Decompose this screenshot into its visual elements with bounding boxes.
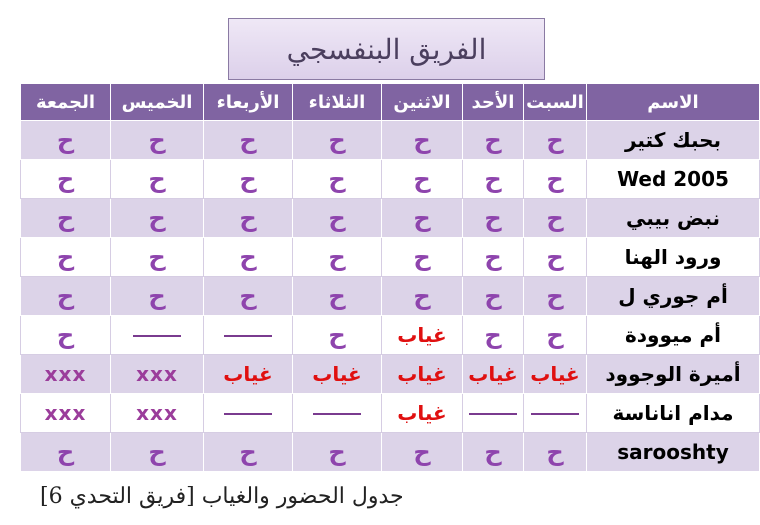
- present-mark: ح: [148, 126, 166, 154]
- present-mark: ح: [328, 282, 346, 310]
- attendance-cell-friday: [21, 160, 111, 199]
- table-row: [21, 199, 760, 238]
- present-mark: ح: [56, 321, 75, 349]
- attendance-cell-monday: [382, 316, 463, 355]
- present-mark: ح: [484, 321, 502, 349]
- attendance-cell-wednesday: [204, 355, 293, 394]
- attendance-cell-thursday: [111, 433, 204, 472]
- attendance-cell-saturday: [524, 355, 587, 394]
- present-mark: ح: [413, 438, 431, 466]
- attendance-cell-wednesday: [204, 394, 293, 433]
- attendance-cell-tuesday: [293, 394, 382, 433]
- attendance-cell-friday: [21, 433, 111, 472]
- present-mark: ح: [546, 282, 564, 310]
- present-mark: ح: [413, 282, 431, 310]
- attendance-cell-friday: [21, 394, 111, 433]
- present-mark: ح: [484, 282, 502, 310]
- present-mark: ح: [239, 438, 257, 466]
- attendance-cell-friday: [21, 316, 111, 355]
- cross-mark: xxx: [136, 362, 178, 386]
- attendance-cell-friday: [21, 238, 111, 277]
- attendance-cell-tuesday: [293, 199, 382, 238]
- present-mark: ح: [56, 126, 75, 154]
- header-wednesday: الأربعاء: [204, 84, 293, 121]
- dash-mark: [531, 413, 579, 415]
- present-mark: ح: [56, 165, 75, 193]
- present-mark: ح: [56, 282, 75, 310]
- attendance-cell-sunday: [463, 316, 524, 355]
- present-mark: ح: [239, 243, 257, 271]
- present-mark: ح: [239, 282, 257, 310]
- attendance-cell-thursday: [111, 355, 204, 394]
- present-mark: ح: [484, 243, 502, 271]
- member-name: أم جوري ل: [587, 277, 760, 316]
- absent-mark: غياب: [312, 362, 362, 386]
- attendance-cell-monday: [382, 355, 463, 394]
- attendance-cell-thursday: [111, 316, 204, 355]
- attendance-cell-saturday: [524, 238, 587, 277]
- present-mark: ح: [239, 126, 257, 154]
- dash-mark: [469, 413, 517, 415]
- absent-mark: غياب: [468, 362, 518, 386]
- present-mark: ح: [484, 438, 502, 466]
- attendance-cell-monday: [382, 433, 463, 472]
- member-name: بحبك كتير: [587, 121, 760, 160]
- present-mark: ح: [484, 165, 502, 193]
- present-mark: ح: [546, 438, 564, 466]
- absent-mark: غياب: [397, 362, 447, 386]
- attendance-cell-saturday: [524, 394, 587, 433]
- present-mark: ح: [148, 243, 166, 271]
- present-mark: ح: [413, 165, 431, 193]
- attendance-cell-sunday: [463, 121, 524, 160]
- present-mark: ح: [148, 282, 166, 310]
- attendance-cell-thursday: [111, 199, 204, 238]
- attendance-cell-monday: [382, 199, 463, 238]
- table-caption: جدول الحضور والغياب [فريق التحدي 6]: [40, 484, 404, 509]
- header-row: [21, 84, 760, 121]
- attendance-cell-wednesday: [204, 433, 293, 472]
- attendance-cell-saturday: [524, 199, 587, 238]
- attendance-cell-monday: [382, 160, 463, 199]
- attendance-cell-saturday: [524, 121, 587, 160]
- header-friday: الجمعة: [21, 84, 111, 121]
- attendance-cell-sunday: [463, 394, 524, 433]
- header-tuesday: الثلاثاء: [293, 84, 382, 121]
- table-row: [21, 433, 760, 472]
- present-mark: ح: [484, 204, 502, 232]
- member-name: sarooshty: [587, 433, 760, 472]
- present-mark: ح: [56, 204, 75, 232]
- attendance-cell-friday: [21, 121, 111, 160]
- attendance-cell-friday: [21, 355, 111, 394]
- present-mark: ح: [413, 204, 431, 232]
- page-title: الفريق البنفسجي: [286, 32, 487, 66]
- present-mark: ح: [546, 204, 564, 232]
- title-box: [228, 18, 545, 80]
- attendance-cell-sunday: [463, 433, 524, 472]
- attendance-cell-saturday: [524, 433, 587, 472]
- attendance-cell-tuesday: [293, 277, 382, 316]
- present-mark: ح: [328, 126, 346, 154]
- attendance-cell-tuesday: [293, 355, 382, 394]
- attendance-cell-sunday: [463, 277, 524, 316]
- present-mark: ح: [484, 126, 502, 154]
- table-row: [21, 121, 760, 160]
- attendance-table: [20, 84, 760, 472]
- absent-mark: غياب: [223, 362, 273, 386]
- present-mark: ح: [546, 126, 564, 154]
- attendance-cell-friday: [21, 277, 111, 316]
- attendance-cell-tuesday: [293, 121, 382, 160]
- member-name: أم ميوودة: [587, 316, 760, 355]
- attendance-cell-monday: [382, 394, 463, 433]
- cross-mark: xxx: [44, 401, 87, 425]
- absent-mark: غياب: [397, 323, 447, 347]
- attendance-cell-thursday: [111, 121, 204, 160]
- present-mark: ح: [148, 204, 166, 232]
- present-mark: ح: [546, 165, 564, 193]
- attendance-cell-wednesday: [204, 238, 293, 277]
- attendance-cell-thursday: [111, 160, 204, 199]
- dash-mark: [133, 335, 181, 337]
- table-row: [21, 394, 760, 433]
- table-row: [21, 277, 760, 316]
- attendance-cell-tuesday: [293, 316, 382, 355]
- header-monday: الاثنين: [382, 84, 463, 121]
- cross-mark: xxx: [136, 401, 178, 425]
- member-name: Wed 2005: [587, 160, 760, 199]
- present-mark: ح: [56, 243, 75, 271]
- attendance-cell-sunday: [463, 355, 524, 394]
- header-thursday: الخميس: [111, 84, 204, 121]
- attendance-cell-sunday: [463, 238, 524, 277]
- table-row: [21, 355, 760, 394]
- attendance-cell-monday: [382, 121, 463, 160]
- attendance-cell-thursday: [111, 238, 204, 277]
- attendance-cell-wednesday: [204, 160, 293, 199]
- present-mark: ح: [328, 243, 346, 271]
- present-mark: ح: [239, 165, 257, 193]
- attendance-cell-saturday: [524, 277, 587, 316]
- header-name: الاسم: [587, 84, 760, 121]
- member-name: ورود الهنا: [587, 238, 760, 277]
- attendance-cell-sunday: [463, 199, 524, 238]
- absent-mark: غياب: [530, 362, 580, 386]
- attendance-cell-monday: [382, 238, 463, 277]
- present-mark: ح: [328, 321, 346, 349]
- header-saturday: السبت: [524, 84, 587, 121]
- attendance-cell-thursday: [111, 277, 204, 316]
- present-mark: ح: [328, 438, 346, 466]
- table-row: [21, 238, 760, 277]
- cross-mark: xxx: [44, 362, 87, 386]
- attendance-cell-tuesday: [293, 238, 382, 277]
- present-mark: ح: [148, 438, 166, 466]
- attendance-cell-wednesday: [204, 277, 293, 316]
- attendance-cell-saturday: [524, 160, 587, 199]
- present-mark: ح: [413, 126, 431, 154]
- table-row: [21, 316, 760, 355]
- present-mark: ح: [239, 204, 257, 232]
- present-mark: ح: [56, 438, 75, 466]
- present-mark: ح: [413, 243, 431, 271]
- present-mark: ح: [546, 243, 564, 271]
- attendance-cell-wednesday: [204, 199, 293, 238]
- table-row: [21, 160, 760, 199]
- attendance-cell-tuesday: [293, 433, 382, 472]
- attendance-cell-friday: [21, 199, 111, 238]
- absent-mark: غياب: [397, 401, 447, 425]
- header-sunday: الأحد: [463, 84, 524, 121]
- present-mark: ح: [546, 321, 564, 349]
- attendance-cell-thursday: [111, 394, 204, 433]
- present-mark: ح: [148, 165, 166, 193]
- member-name: أميرة الوجوود: [587, 355, 760, 394]
- dash-mark: [224, 335, 272, 337]
- present-mark: ح: [328, 165, 346, 193]
- dash-mark: [313, 413, 361, 415]
- attendance-cell-tuesday: [293, 160, 382, 199]
- attendance-cell-sunday: [463, 160, 524, 199]
- attendance-cell-monday: [382, 277, 463, 316]
- member-name: مدام اناناسة: [587, 394, 760, 433]
- attendance-cell-wednesday: [204, 316, 293, 355]
- dash-mark: [224, 413, 272, 415]
- present-mark: ح: [328, 204, 346, 232]
- attendance-cell-wednesday: [204, 121, 293, 160]
- attendance-cell-saturday: [524, 316, 587, 355]
- member-name: نبض بيبي: [587, 199, 760, 238]
